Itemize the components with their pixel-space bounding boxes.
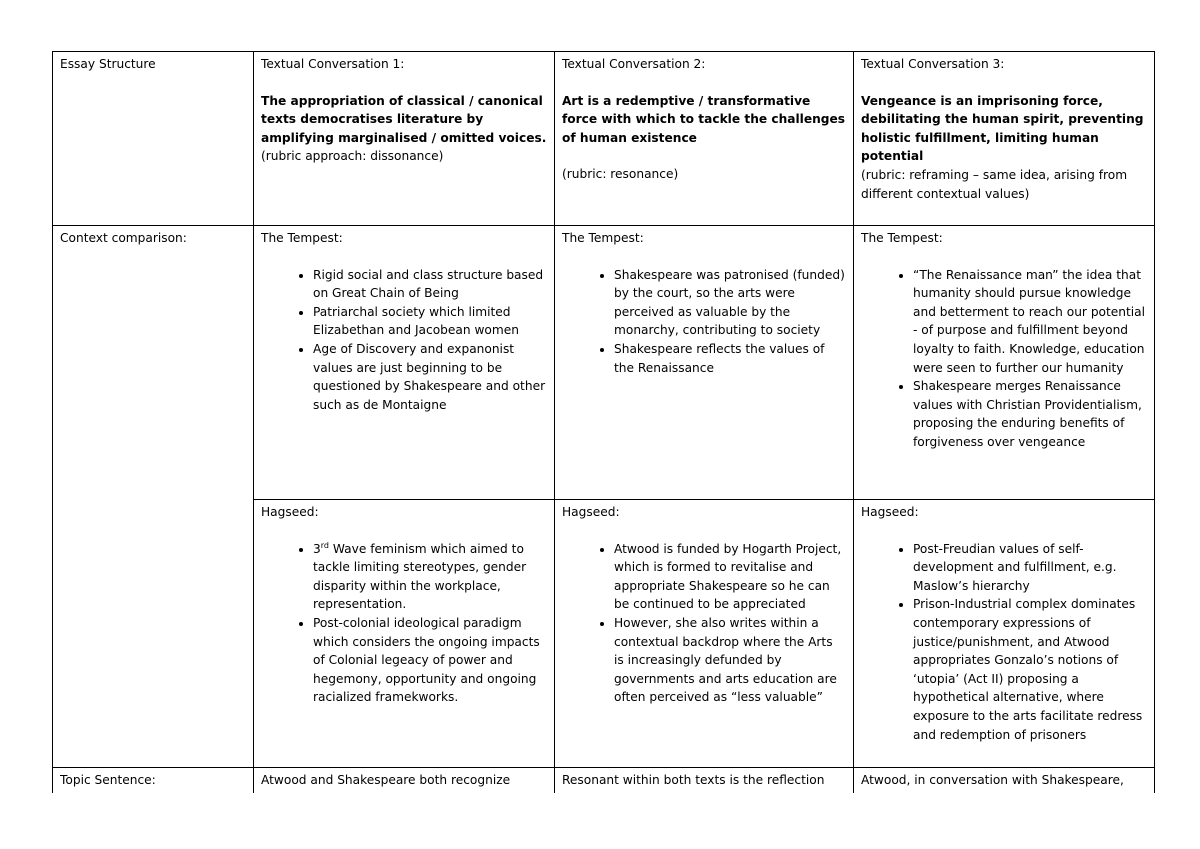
textual-conversation-1-heading: Textual Conversation 1: xyxy=(261,57,405,71)
topic-sentence-3: Atwood, in conversation with Shakespeare, xyxy=(854,768,1155,794)
list-item: • However, she also writes within a contextual backdrop where the Arts is increasingly defunded by governments and arts education are often perceived as “less valuable” xyxy=(614,614,846,707)
textual-conversation-3-heading: Textual Conversation 3: xyxy=(861,57,1005,71)
list-item: • Post-colonial ideological paradigm which considers the ongoing impacts of Colonial legeacy of power and hegemony, opportunity and ongoing racialized framekworks. xyxy=(313,614,547,707)
tempest-points-2 xyxy=(562,266,846,378)
list-item: • Age of Discovery and expanonist values are just beginning to be questioned by Shakespeare and other such as de Montaigne xyxy=(313,340,547,414)
list-item: • “The Renaissance man” the idea that humanity should pursue knowledge and betterment to reach our potential - of purpose and fulfillment beyond loyalty to faith. Knowledge, education were seen to further our humanity xyxy=(913,266,1147,378)
hagseed-context-cell-3 xyxy=(854,500,1155,768)
list-item: • Shakespeare merges Renaissance values with Christian Providentialism, proposing the enduring benefits of forgiveness over vengeance xyxy=(913,377,1147,451)
essay-structure-row xyxy=(53,52,1155,226)
textual-conversation-2-thesis: Art is a redemptive / transformative force with which to tackle the challenges of human existence xyxy=(562,93,846,145)
row-label-essay-structure: Essay Structure xyxy=(53,52,254,226)
hagseed-heading: Hagseed: xyxy=(261,505,319,519)
topic-sentence-1: Atwood and Shakespeare both recognize xyxy=(254,768,555,794)
hagseed-points-1 xyxy=(261,540,547,707)
list-item xyxy=(313,540,547,614)
textual-conversation-3-rubric: (rubric: reframing – same idea, arising from different contextual values) xyxy=(861,167,1128,201)
tempest-context-cell-1 xyxy=(254,226,555,500)
list-item: • Atwood is funded by Hogarth Project, which is formed to revitalise and appropriate Shakespeare so he can be continued to be appreciated xyxy=(614,540,846,614)
textual-conversation-3-thesis: Vengeance is an imprisoning force, debilitating the human spirit, preventing holistic fulfillment, limiting human potential xyxy=(861,93,1144,164)
topic-sentence-2: Resonant within both texts is the reflection xyxy=(555,768,854,794)
feminism-point-text: Wave feminism which aimed to tackle limiting stereotypes, gender disparity within the workplace, representation. xyxy=(313,541,527,612)
textual-conversation-1-cell xyxy=(254,52,555,226)
hagseed-points-3 xyxy=(861,540,1147,745)
hagseed-context-cell-1 xyxy=(254,500,555,768)
textual-conversation-2-cell xyxy=(555,52,854,226)
hagseed-heading: Hagseed: xyxy=(861,505,919,519)
ordinal-suffix: rd xyxy=(320,540,329,550)
tempest-heading: The Tempest: xyxy=(861,231,943,245)
list-item: • Post-Freudian values of self-development and fulfillment, e.g. Maslow’s hierarchy xyxy=(913,540,1147,596)
context-tempest-row xyxy=(53,226,1155,500)
tempest-heading: The Tempest: xyxy=(261,231,343,245)
hagseed-points-2 xyxy=(562,540,846,707)
tempest-points-3 xyxy=(861,266,1147,452)
list-item: • Shakespeare reflects the values of the Renaissance xyxy=(614,340,846,377)
textual-conversation-3-cell xyxy=(854,52,1155,226)
topic-sentence-row xyxy=(53,768,1155,794)
list-item: • Rigid social and class structure based on Great Chain of Being xyxy=(313,266,547,303)
essay-plan-table xyxy=(52,51,1155,793)
textual-conversation-1-thesis: The appropriation of classical / canonical texts democratises literature by amplifying marginalised / omitted voices. xyxy=(261,93,547,145)
textual-conversation-2-rubric: (rubric: resonance) xyxy=(562,167,679,182)
textual-conversation-1-rubric: (rubric approach: dissonance) xyxy=(261,149,444,164)
hagseed-heading: Hagseed: xyxy=(562,505,620,519)
list-item: • Patriarchal society which limited Elizabethan and Jacobean women xyxy=(313,303,547,340)
tempest-points-1 xyxy=(261,266,547,415)
row-label-context-comparison: Context comparison: xyxy=(53,226,254,768)
tempest-context-cell-2 xyxy=(555,226,854,500)
row-label-topic-sentence: Topic Sentence: xyxy=(53,768,254,794)
hagseed-context-cell-2 xyxy=(555,500,854,768)
wave-number: 3 xyxy=(313,541,321,556)
textual-conversation-2-heading: Textual Conversation 2: xyxy=(562,57,706,71)
list-item: • Prison-Industrial complex dominates contemporary expressions of justice/punishment, and Atwood appropriates Gonzalo’s notions of ‘utopia’ (Act II) proposing a hypothetical alternative, where exposure to the arts facilitate redress and redemption of prisoners xyxy=(913,595,1147,744)
tempest-context-cell-3 xyxy=(854,226,1155,500)
tempest-heading: The Tempest: xyxy=(562,231,644,245)
list-item: • Shakespeare was patronised (funded) by the court, so the arts were perceived as valuable by the monarchy, contributing to society xyxy=(614,266,846,340)
